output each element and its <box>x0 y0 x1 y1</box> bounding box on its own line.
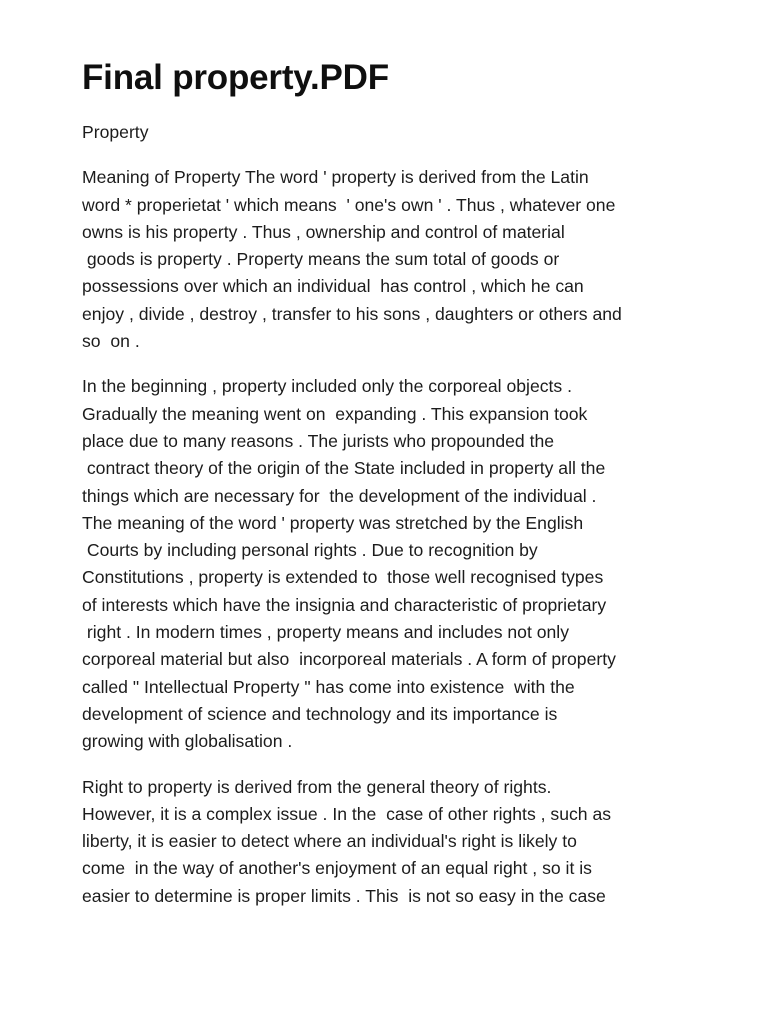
text-line: right . In modern times , property means and includes not only <box>82 622 570 643</box>
text-line: However, it is a complex issue . In the case of other rights , such as <box>82 803 612 824</box>
text-line: called " Intellectual Property " has come into existence with the <box>82 676 575 697</box>
text-line: easier to determine is proper limits . This is not so easy in the case <box>82 885 606 906</box>
document-page <box>82 56 702 928</box>
text-line: owns is his property . Thus , ownership and control of material <box>82 221 565 242</box>
text-line: liberty, it is easier to detect where an individual's right is likely to <box>82 831 577 852</box>
text-line: development of science and technology and its importance is <box>82 703 558 724</box>
text-line: possessions over which an individual has control , which he can <box>82 276 584 297</box>
text-line: of interests which have the insignia and characteristic of proprietary <box>82 594 607 615</box>
text-line: Constitutions , property is extended to those well recognised types <box>82 567 604 588</box>
text-line: Right to property is derived from the general theory of rights. <box>82 776 552 797</box>
section-heading: Property <box>82 122 149 142</box>
paragraph-meaning <box>82 164 702 355</box>
text-line: In the beginning , property included only the corporeal objects . <box>82 376 573 397</box>
text-line: Courts by including personal rights . Due to recognition by <box>82 540 538 561</box>
text-line: word * properietat ' which means ' one's own ' . Thus , whatever one <box>82 194 616 215</box>
text-line: contract theory of the origin of the State included in property all the <box>82 458 606 479</box>
text-line: growing with globalisation . <box>82 731 293 752</box>
text-line: place due to many reasons . The jurists who propounded the <box>82 430 555 451</box>
text-line: come in the way of another's enjoyment of an equal right , so it is <box>82 858 592 879</box>
document-title: Final property.PDF <box>82 58 389 97</box>
paragraph-history <box>82 373 702 755</box>
text-line: Meaning of Property The word ' property is derived from the Latin <box>82 167 589 188</box>
paragraph-right-to-property <box>82 774 702 910</box>
text-line: corporeal material but also incorporeal materials . A form of property <box>82 649 616 670</box>
text-line: things which are necessary for the development of the individual . <box>82 485 597 506</box>
text-line: so on . <box>82 331 140 352</box>
text-line: goods is property . Property means the sum total of goods or <box>82 249 560 270</box>
text-line: The meaning of the word ' property was stretched by the English <box>82 512 584 533</box>
text-line: enjoy , divide , destroy , transfer to his sons , daughters or others and <box>82 303 622 324</box>
text-line: Gradually the meaning went on expanding . This expansion took <box>82 403 588 424</box>
